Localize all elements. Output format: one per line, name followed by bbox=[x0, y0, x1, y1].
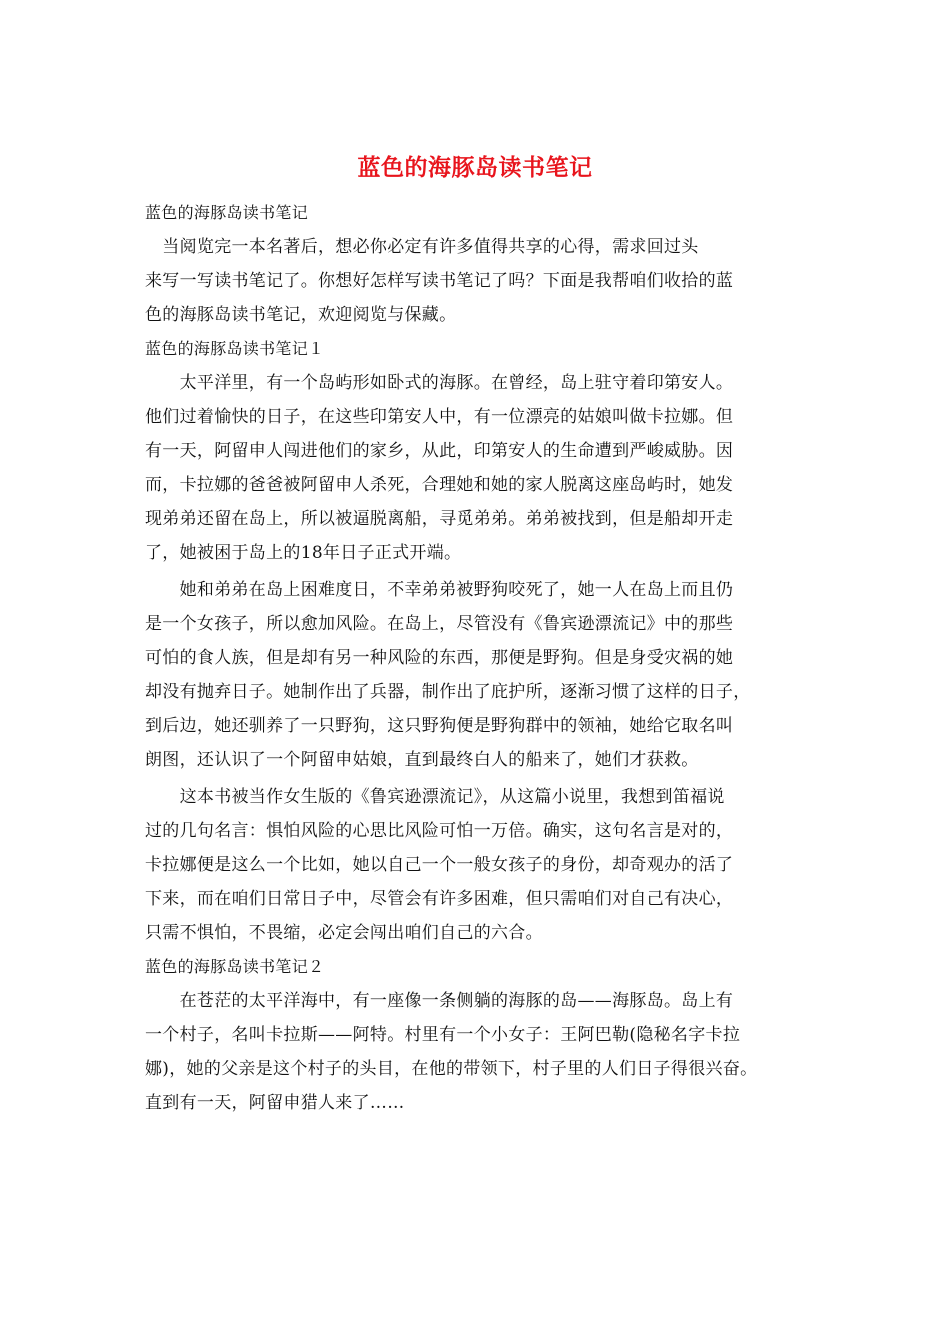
text-line: 太平洋里，有一个岛屿形如卧式的海豚。在曾经，岛上驻守着印第安人。 bbox=[145, 373, 734, 393]
document-subtitle: 蓝色的海豚岛读书笔记 bbox=[145, 203, 309, 222]
text-line: 娜)，她的父亲是这个村子的头目，在他的带领下，村子里的人们日子得很兴奋。 bbox=[145, 1059, 758, 1079]
text-line: 只需不惧怕，不畏缩，必定会闯出咱们自己的六合。 bbox=[145, 923, 543, 943]
text-line: 她和弟弟在岛上困难度日，不幸弟弟被野狗咬死了，她一人在岛上而且仍 bbox=[145, 580, 734, 600]
document-title: 蓝色的海豚岛读书笔记 bbox=[357, 154, 593, 181]
text-line: 到后边，她还驯养了一只野狗，这只野狗便是野狗群中的领袖，她给它取名叫 bbox=[145, 716, 734, 736]
text-line: 在苍茫的太平洋海中，有一座像一条侧躺的海豚的岛——海豚岛。岛上有 bbox=[145, 991, 734, 1011]
text-line: 而，卡拉娜的爸爸被阿留申人杀死，合理她和她的家人脱离这座岛屿时，她发 bbox=[145, 475, 734, 495]
text-line: 朗图，还认识了一个阿留申姑娘，直到最终白人的船来了，她们才获救。 bbox=[145, 750, 699, 770]
text-line: 现弟弟还留在岛上，所以被逼脱离船，寻觅弟弟。弟弟被找到，但是船却开走 bbox=[145, 509, 734, 529]
text-line: 这本书被当作女生版的《鲁宾逊漂流记》，从这篇小说里，我想到笛福说 bbox=[145, 787, 725, 807]
section-heading-2: 蓝色的海豚岛读书笔记２ bbox=[145, 957, 325, 976]
text-line: 是一个女孩子，所以愈加风险。在岛上，尽管没有《鲁宾逊漂流记》中的那些 bbox=[145, 614, 734, 634]
text-line: 他们过着愉快的日子，在这些印第安人中，有一位漂亮的姑娘叫做卡拉娜。但 bbox=[145, 407, 734, 427]
text-line: 来写一写读书笔记了。你想好怎样写读书笔记了吗？下面是我帮咱们收拾的蓝 bbox=[145, 271, 734, 291]
section-heading-1: 蓝色的海豚岛读书笔记１ bbox=[145, 339, 325, 358]
text-line: 色的海豚岛读书笔记，欢迎阅览与保藏。 bbox=[145, 305, 457, 325]
text-line: 当阅览完一本名著后，想必你必定有许多值得共享的心得，需求回过头 bbox=[145, 237, 699, 257]
section1-paragraph-1 bbox=[145, 366, 825, 570]
text-line: 下来，而在咱们日常日子中，尽管会有许多困难，但只需咱们对自己有决心， bbox=[145, 889, 734, 909]
text-line: 一个村子，名叫卡拉斯——阿特。村里有一个小女子：王阿巴勒(隐秘名字卡拉 bbox=[145, 1025, 741, 1045]
section2-paragraph-1 bbox=[145, 984, 825, 1120]
text-line: 有一天，阿留申人闯进他们的家乡，从此，印第安人的生命遭到严峻威胁。因 bbox=[145, 441, 734, 461]
text-line: 过的几句名言：惧怕风险的心思比风险可怕一万倍。确实，这句名言是对的， bbox=[145, 821, 734, 841]
text-line: 可怕的食人族，但是却有另一种风险的东西，那便是野狗。但是身受灾祸的她 bbox=[145, 648, 734, 668]
text-line: 了，她被困于岛上的18年日子正式开端。 bbox=[145, 543, 462, 563]
intro-paragraph bbox=[145, 230, 825, 332]
text-line: 却没有抛弃日子。她制作出了兵器，制作出了庇护所，逐渐习惯了这样的日子， bbox=[145, 682, 751, 702]
document-body bbox=[145, 196, 825, 1120]
section1-paragraph-2 bbox=[145, 573, 825, 777]
text-line: 卡拉娜便是这么一个比如，她以自己一个一般女孩子的身份，却奇观办的活了 bbox=[145, 855, 734, 875]
text-line: 直到有一天，阿留申猎人来了…… bbox=[145, 1093, 405, 1113]
section1-paragraph-3 bbox=[145, 780, 825, 950]
